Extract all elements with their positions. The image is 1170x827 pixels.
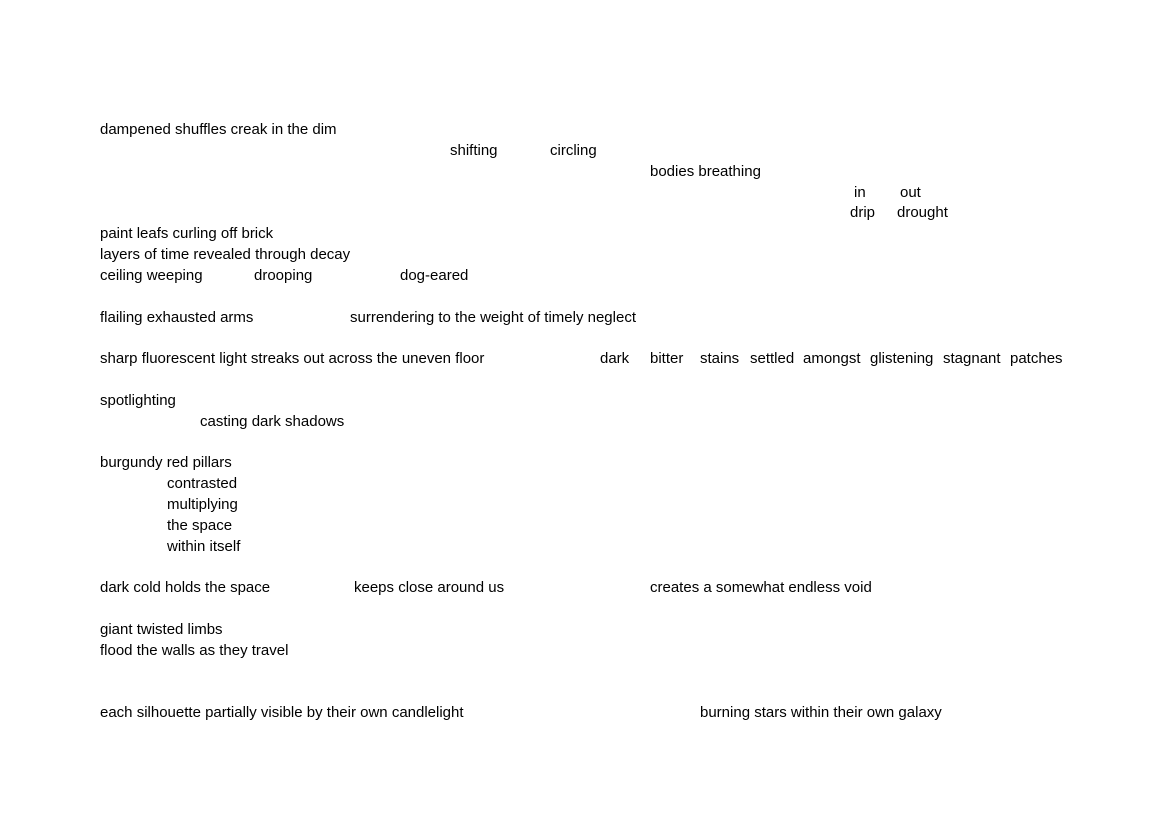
- poem-word: dark cold holds the space: [100, 579, 271, 596]
- poem-line: layers of time revealed through decay: [100, 246, 351, 263]
- poem-line: burgundy red pillars: [100, 454, 232, 471]
- poem-line: dampened shuffles creak in the dim: [100, 121, 337, 138]
- poem-word: out: [900, 184, 921, 201]
- poem-word: amongst: [803, 350, 861, 367]
- poem-word: bitter: [650, 350, 684, 367]
- poem-word: patches: [1010, 350, 1063, 367]
- poem-word: ceiling weeping: [100, 267, 203, 284]
- poem-word: stagnant: [943, 350, 1001, 367]
- poem-word: sharp fluorescent light streaks out across the uneven floor: [100, 350, 485, 367]
- poem-word: settled: [750, 350, 795, 367]
- poem-line: spotlighting: [100, 392, 176, 409]
- poem-word: circling: [550, 142, 597, 159]
- poem-word: shifting: [450, 142, 498, 159]
- poem-line: paint leafs curling off brick: [100, 225, 274, 242]
- poem-word: keeps close around us: [354, 579, 505, 596]
- poem-line: flood the walls as they travel: [100, 642, 289, 659]
- poem-word: surrendering to the weight of timely neglect: [350, 309, 636, 326]
- poem-line: contrasted: [167, 475, 238, 492]
- poem-line: within itself: [167, 538, 241, 555]
- poem-word: stains: [700, 350, 740, 367]
- poem-word: flailing exhausted arms: [100, 309, 254, 326]
- poem-word: dog-eared: [400, 267, 469, 284]
- poem-word: in: [854, 184, 866, 201]
- poem-word: dark: [600, 350, 630, 367]
- poem-word: drip: [850, 204, 876, 221]
- poem-word: creates a somewhat endless void: [650, 579, 872, 596]
- poem-word: glistening: [870, 350, 934, 367]
- poem-line: giant twisted limbs: [100, 621, 223, 638]
- poem-word: each silhouette partially visible by their own candlelight: [100, 704, 464, 721]
- poem-word: burning stars within their own galaxy: [700, 704, 942, 721]
- poem-line: multiplying: [167, 496, 238, 513]
- poem-line: the space: [167, 517, 233, 534]
- poem-line: casting dark shadows: [200, 413, 345, 430]
- poem-word: drooping: [254, 267, 313, 284]
- poem-word: drought: [897, 204, 948, 221]
- poem-line: bodies breathing: [650, 163, 761, 180]
